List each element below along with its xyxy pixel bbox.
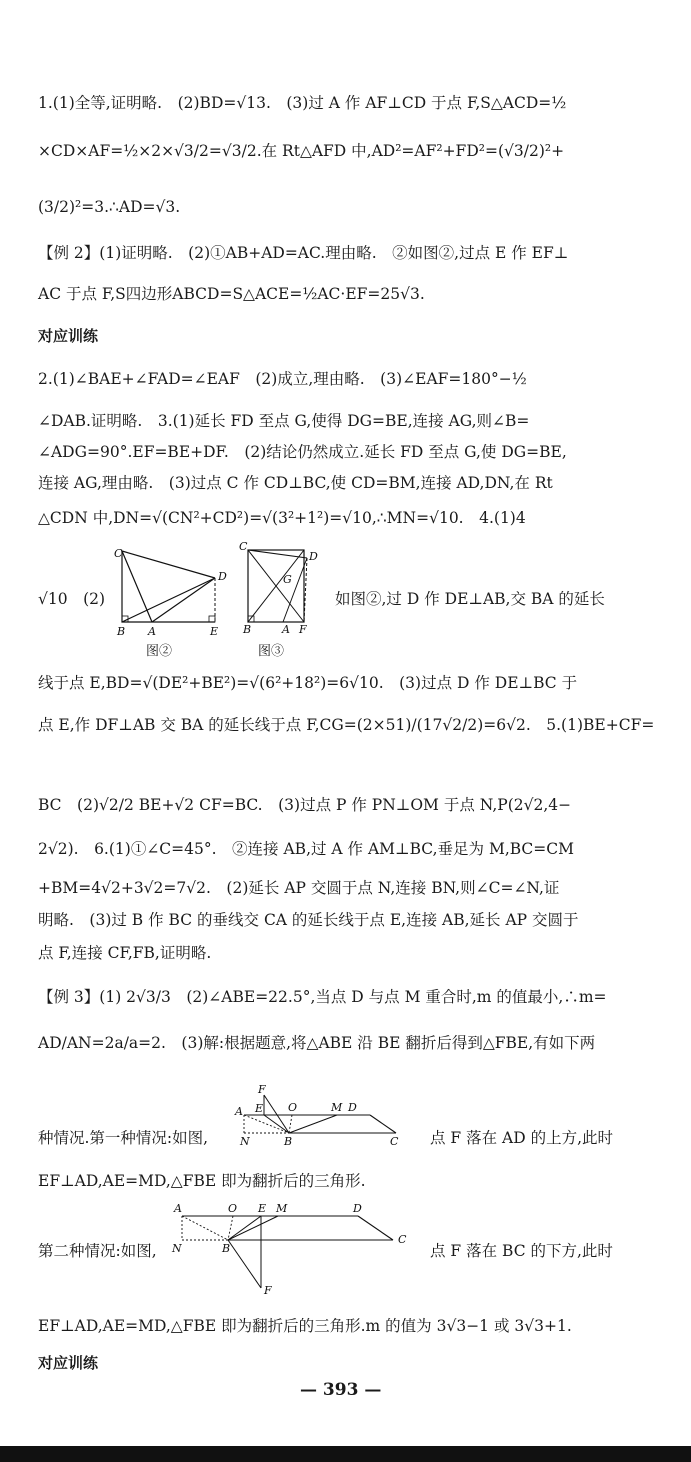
bottom-border (0, 1446, 691, 1462)
answer-line-9b: 如图②,过 D 作 DE⊥AB,交 BA 的延长 (335, 590, 605, 608)
answer-line-6: ∠ADG=90°.EF=BE+DF. (2)结论仍然成立.延长 FD 至点 G,使 DG=BE, (38, 443, 567, 461)
page-number: — 393 — (300, 1380, 382, 1400)
case2-label-b: B (222, 1242, 231, 1255)
answer-line-13: 2√2). 6.(1)①∠C=45°. ②连接 AB,过 A 作 AM⊥BC,垂足为 M,BC=CM (38, 840, 574, 858)
answer-line-7: 连接 AG,理由略. (3)过点 C 作 CD⊥BC,使 CD=BM,连接 AD,DN,在 Rt (38, 474, 553, 492)
example-3-line-6: EF⊥AD,AE=MD,△FBE 即为翻折后的三角形.m 的值为 3√3−1 或 3√3+1. (38, 1317, 572, 1335)
figure-3 (235, 540, 325, 635)
case1-label-c: C (390, 1135, 399, 1148)
case2-label-n: N (172, 1242, 182, 1255)
case2-label-a: A (174, 1202, 182, 1215)
fig3-label-c: C (239, 540, 248, 553)
answer-line-11: 点 E,作 DF⊥AB 交 BA 的延长线于点 F,CG=(2×51)/(17√2/2)=6√2. 5.(1)BE+CF= (38, 716, 655, 734)
fig2-label-a: A (148, 625, 156, 638)
answer-line-16: 点 F,连接 CF,FB,证明略. (38, 944, 212, 962)
case2-label-c: C (398, 1233, 407, 1246)
case1-label-n: N (240, 1135, 250, 1148)
case1-label-o: O (288, 1101, 298, 1114)
example-3-line-3: 种情况.第一种情况:如图, (38, 1129, 209, 1147)
case2-label-e: E (258, 1202, 267, 1215)
case2-label-d: D (353, 1202, 362, 1215)
answer-line-1: 1.(1)全等,证明略. (2)BD=√13. (3)过 A 作 AF⊥CD 于点 F,S△ACD=½ (38, 94, 567, 112)
answer-line-10: 线于点 E,BD=√(DE²+BE²)=√(6²+18²)=6√10. (3)过点 D 作 DE⊥BC 于 (38, 674, 578, 692)
figure-case-2 (168, 1198, 418, 1298)
example-3-line-3b: 点 F 落在 AD 的上方,此时 (430, 1129, 614, 1147)
example-3-line-1: 【例 3】(1) 2√3/3 (2)∠ABE=22.5°,当点 D 与点 M 重合时,m 的值最小,∴m= (38, 988, 607, 1006)
fig3-label-a: A (282, 623, 290, 635)
fig3-label-f: F (299, 623, 307, 635)
fig2-label-c: C (114, 547, 123, 560)
fig3-label-b: B (243, 623, 252, 635)
example-3-line-5: 第二种情况:如图, (38, 1242, 157, 1260)
figure-case-1 (230, 1085, 410, 1165)
case2-label-o: O (228, 1202, 238, 1215)
answer-line-3: (3/2)²=3.∴AD=√3. (38, 198, 181, 216)
answer-line-15: 明略. (3)过 B 作 BC 的垂线交 CA 的延长线于点 E,连接 AB,延长 AP 交圆于 (38, 911, 579, 929)
section-heading-training: 对应训练 (38, 327, 99, 345)
answer-line-8: △CDN 中,DN=√(CN²+CD²)=√(3²+1²)=√10,∴MN=√10. 4.(1)4 (38, 509, 526, 527)
answer-line-5: ∠DAB.证明略. 3.(1)延长 FD 至点 G,使得 DG=BE,连接 AG,则∠B= (38, 412, 530, 430)
answer-line-14: +BM=4√2+3√2=7√2. (2)延长 AP 交圆于点 N,连接 BN,则∠C=∠N,证 (38, 879, 560, 897)
figure-2-caption: 图② (146, 644, 173, 659)
example-2-line-2: AC 于点 F,S四边形ABCD=S△ACE=½AC·EF=25√3. (38, 285, 425, 303)
case1-label-b: B (284, 1135, 293, 1148)
fig2-label-d: D (218, 570, 227, 583)
case2-label-m: M (276, 1202, 288, 1215)
case1-label-d: D (348, 1101, 357, 1114)
case2-label-f: F (264, 1284, 272, 1297)
example-3-line-4: EF⊥AD,AE=MD,△FBE 即为翻折后的三角形. (38, 1172, 366, 1190)
fig3-label-d: D (309, 550, 318, 563)
fig3-label-g: G (283, 573, 292, 586)
case1-label-m: M (331, 1101, 343, 1114)
fig2-label-b: B (117, 625, 126, 638)
figure-3-caption: 图③ (258, 644, 285, 659)
example-3-line-2: AD/AN=2a/a=2. (3)解:根据题意,将△ABE 沿 BE 翻折后得到△FBE,有如下两 (38, 1034, 596, 1052)
answer-line-4: 2.(1)∠BAE+∠FAD=∠EAF (2)成立,理由略. (3)∠EAF=180°−½ (38, 370, 527, 388)
example-3-line-5b: 点 F 落在 BC 的下方,此时 (430, 1242, 613, 1260)
example-2-line-1: 【例 2】(1)证明略. (2)①AB+AD=AC.理由略. ②如图②,过点 E 作 EF⊥ (38, 244, 569, 262)
answer-line-2: ×CD×AF=½×2×√3/2=√3/2.在 Rt△AFD 中,AD²=AF²+FD²=(√3/2)²+ (38, 142, 565, 160)
case1-label-f: F (258, 1085, 266, 1096)
case1-label-e: E (255, 1102, 264, 1115)
fig2-label-e: E (210, 625, 219, 638)
answer-line-12: BC (2)√2/2 BE+√2 CF=BC. (3)过点 P 作 PN⊥OM 于点 N,P(2√2,4− (38, 796, 572, 814)
case1-label-a: A (235, 1105, 243, 1118)
section-heading-training-2: 对应训练 (38, 1354, 99, 1372)
answer-line-9: √10 (2) (38, 590, 106, 608)
